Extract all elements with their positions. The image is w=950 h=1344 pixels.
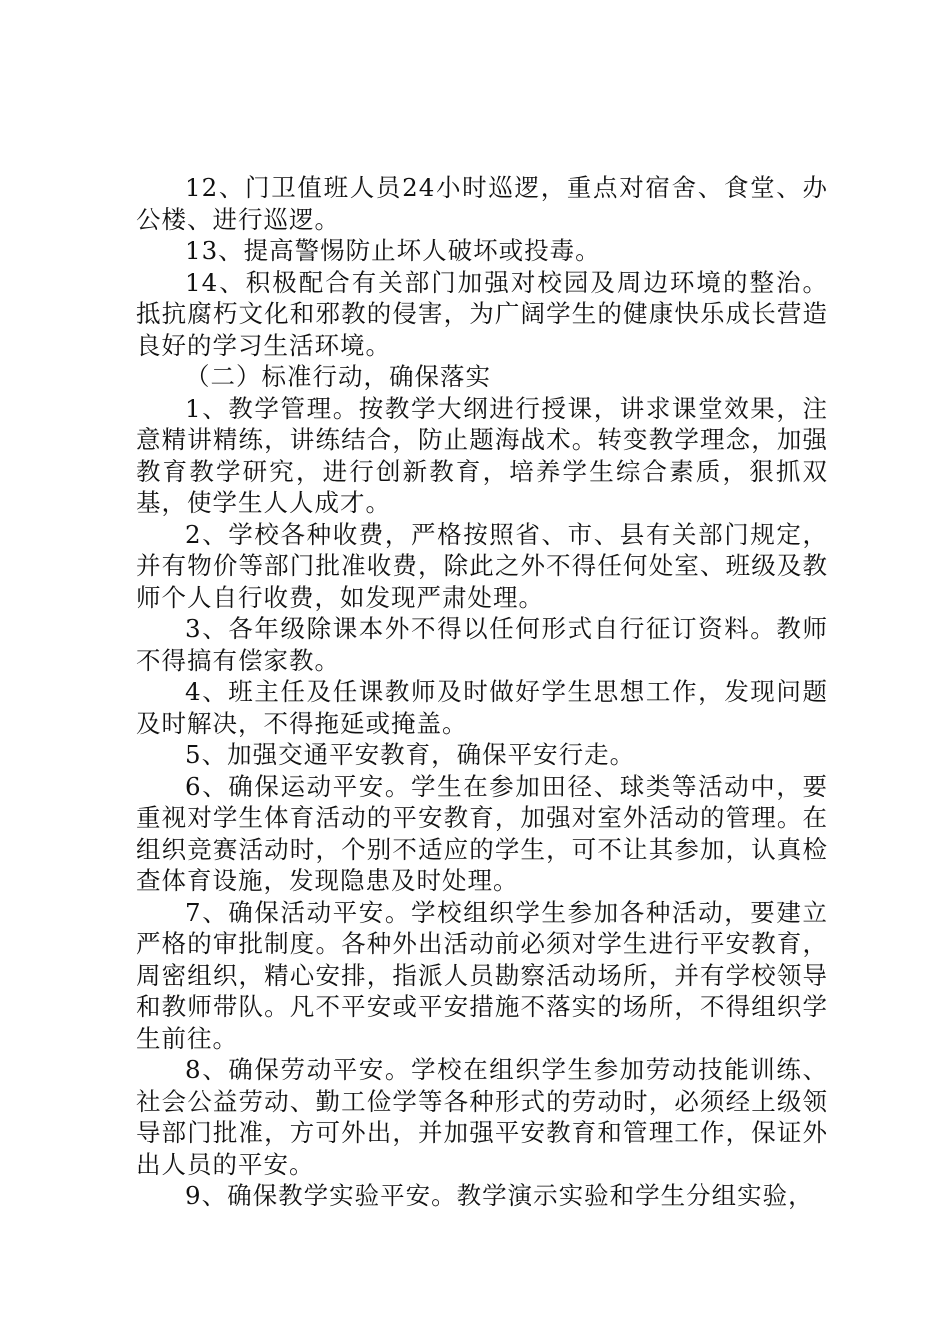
paragraph-item-9: 9、确保教学实验平安。教学演示实验和学生分组实验， <box>185 1181 814 1210</box>
paragraph-item-6: 6、确保运动平安。学生在参加田径、球类等活动中，要重视对学生体育活动的平安教育，加强对室外活动的管理。在组织竞赛活动时，个别不适应的学生，可不让其参加，认真检查体育设施，发现隐患及时处理。 <box>136 771 828 895</box>
paragraph-item-8: 8、确保劳动平安。学校在组织学生参加劳动技能训练、社会公益劳动、勤工俭学等各种形式的劳动时，必须经上级领导部门批准，方可外出，并加强平安教育和管理工作，保证外出人员的平安。 <box>136 1055 828 1179</box>
paragraph-item-1: 1、教学管理。按教学大纲进行授课，讲求课堂效果，注意精讲精练，讲练结合，防止题海战术。转变教学理念，加强教育教学研究，进行创新教育，培养学生综合素质，狠抓双基，使学生人人成才。 <box>136 393 828 517</box>
section-heading: （二）标准行动，确保落实 <box>185 362 491 391</box>
paragraph-item-12: 12、门卫值班人员24小时巡逻，重点对宿舍、食堂、办公楼、进行巡逻。 <box>136 173 828 234</box>
paragraph-item-5: 5、加强交通平安教育，确保平安行走。 <box>185 740 636 769</box>
paragraph-item-13: 13、提高警惕防止坏人破坏或投毒。 <box>185 236 601 265</box>
paragraph-item-14: 14、积极配合有关部门加强对校园及周边环境的整治。抵抗腐朽文化和邪教的侵害，为广阔学生的健康快乐成长营造良好的学习生活环境。 <box>136 267 828 360</box>
document-body <box>136 172 828 1212</box>
paragraph-item-2: 2、学校各种收费，严格按照省、市、县有关部门规定，并有物价等部门批准收费，除此之外不得任何处室、班级及教师个人自行收费，如发现严肃处理。 <box>136 519 828 612</box>
paragraph-item-4: 4、班主任及任课教师及时做好学生思想工作，发现问题及时解决，不得拖延或掩盖。 <box>136 677 828 738</box>
paragraph-item-3: 3、各年级除课本外不得以任何形式自行征订资料。教师不得搞有偿家教。 <box>136 614 828 675</box>
paragraph-item-7: 7、确保活动平安。学校组织学生参加各种活动，要建立严格的审批制度。各种外出活动前必须对学生进行平安教育，周密组织，精心安排，指派人员勘察活动场所，并有学校领导和教师带队。凡不平安或平安措施不落实的场所，不得组织学生前往。 <box>136 897 828 1053</box>
